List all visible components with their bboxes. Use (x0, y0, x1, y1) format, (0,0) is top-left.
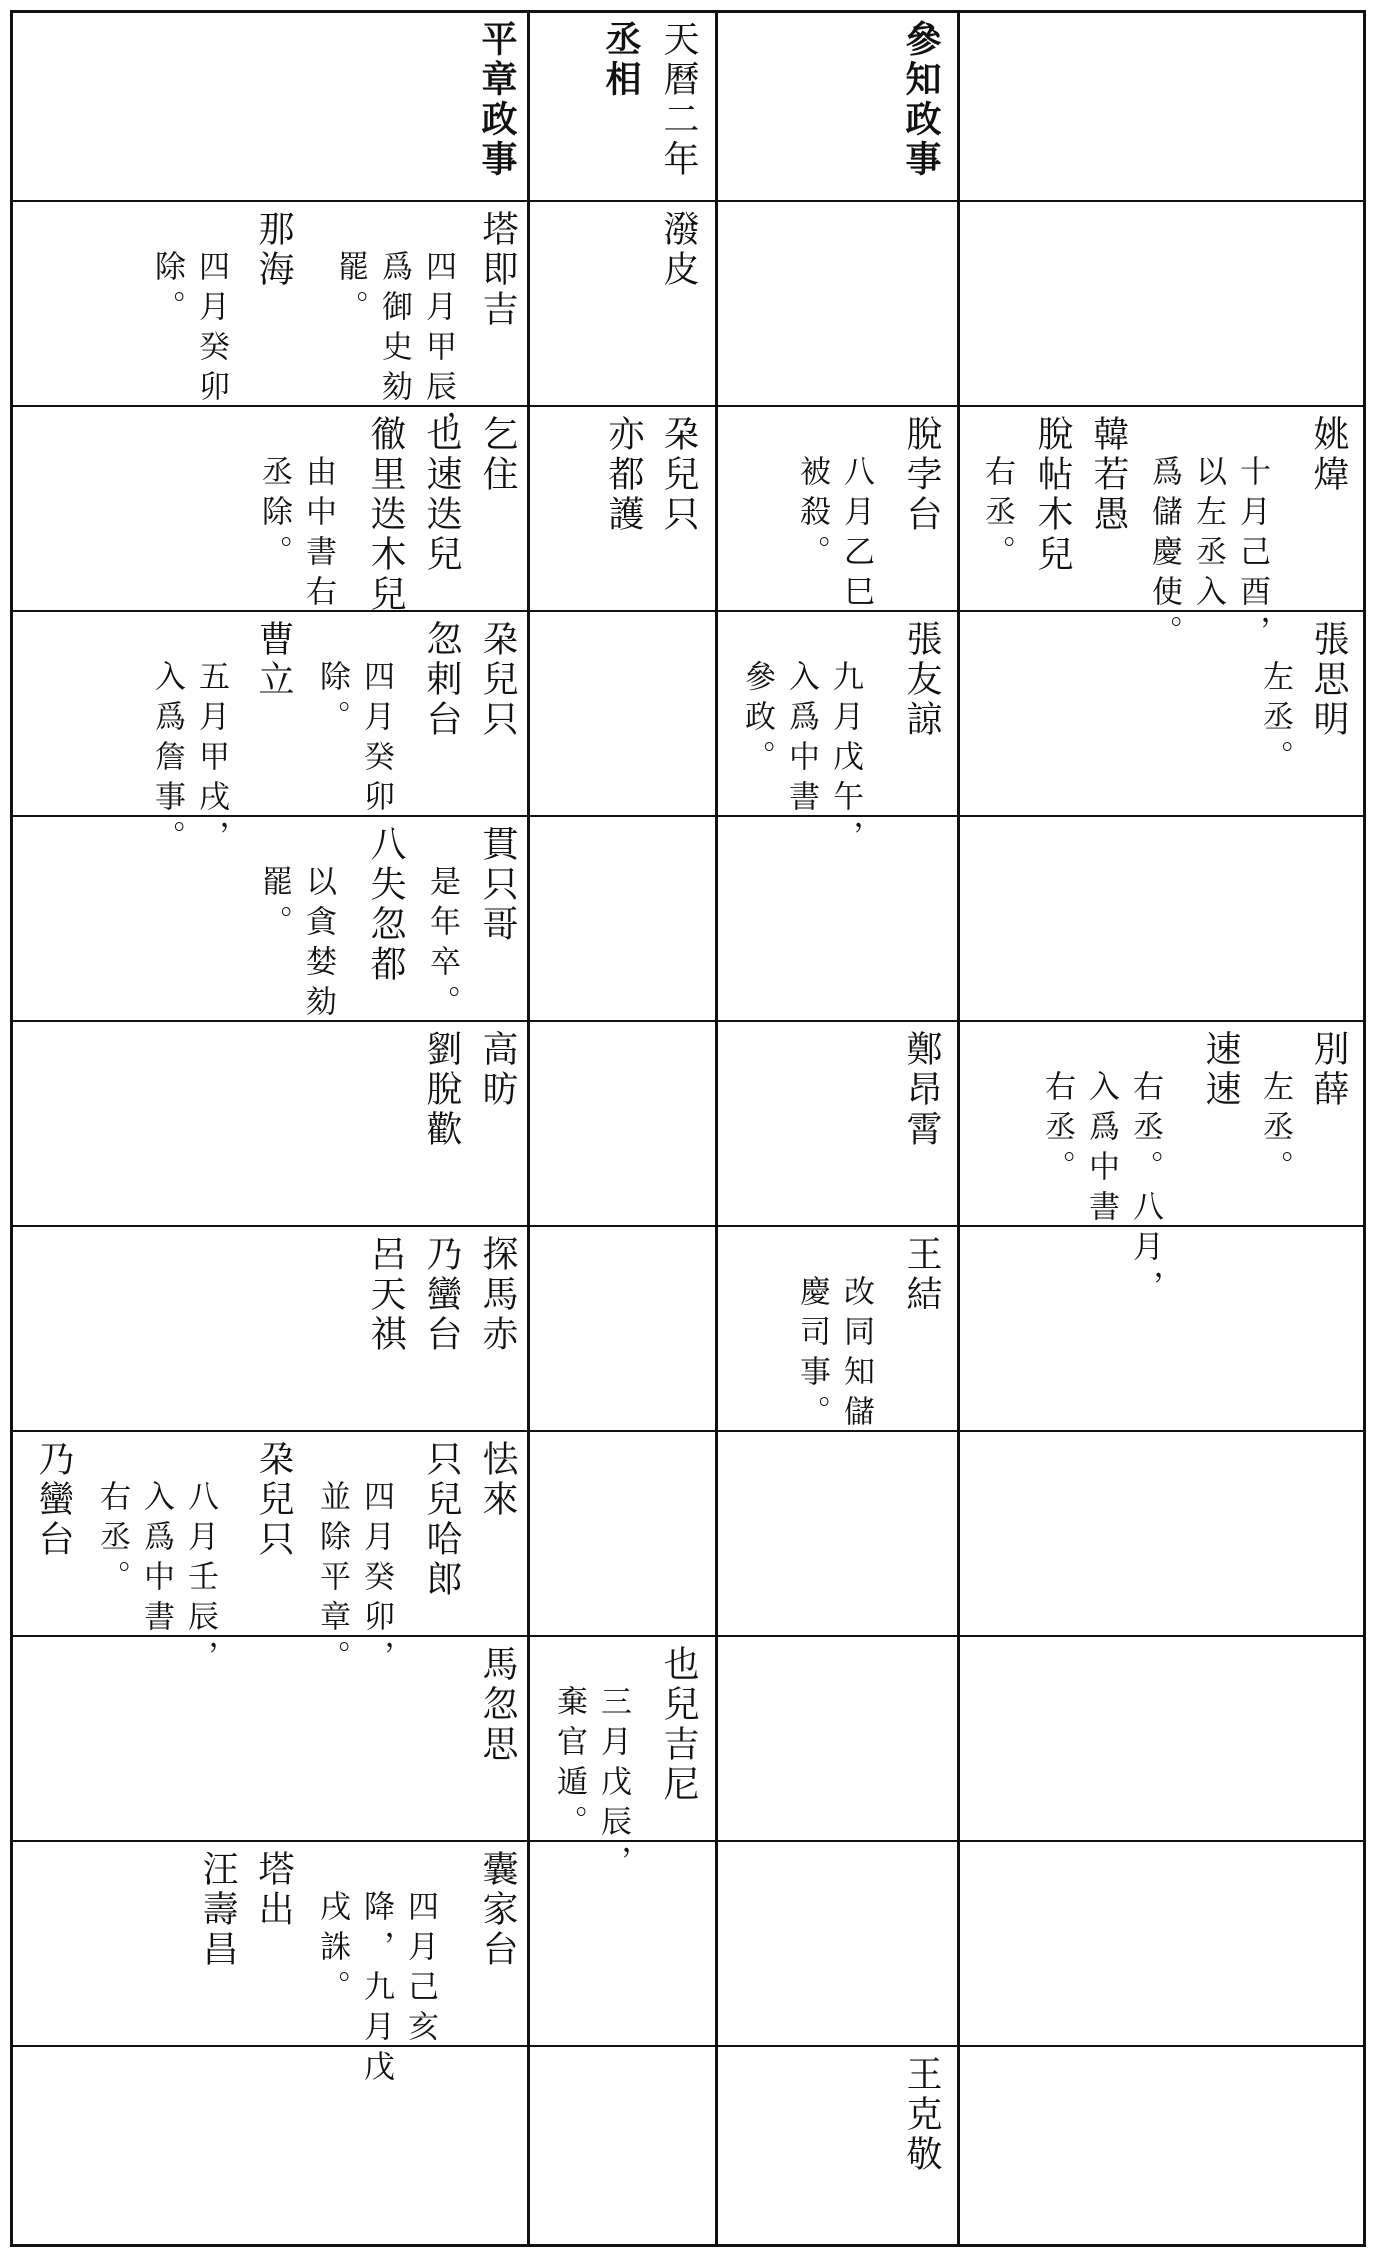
pingzhang-note: 四月癸卯， 並除平章。 (314, 1480, 394, 1680)
pingzhang-name: 乃蠻台 (33, 1440, 74, 1560)
year-note: 三月戊辰， 棄官遁。 (551, 1685, 631, 1885)
pingzhang-note: 四月癸卯 除。 (314, 660, 394, 820)
pingzhang-name: 囊家台 (477, 1850, 518, 1970)
pingzhang-name: 塔即吉 (477, 210, 518, 330)
row-divider (10, 1020, 1366, 1022)
pingzhang-note: 八月壬辰， 入爲中書 右丞。 (94, 1480, 218, 1680)
pingzhang-name: 曹立 (253, 620, 294, 700)
chengxiang-cell: 亦都護 (603, 415, 644, 535)
pingzhang-name: 徹里迭木兒 (365, 415, 406, 615)
pingzhang-note: 四月甲辰， 爲御史劾 罷。 (332, 250, 456, 450)
column-divider (957, 10, 960, 2247)
right-name: 姚煒 (1308, 415, 1349, 495)
canzhi-name: 張友諒 (901, 620, 942, 740)
pingzhang-name: 朶兒只 (253, 1440, 294, 1560)
canzhi-name: 王克敬 (901, 2055, 942, 2175)
pingzhang-name: 劉脫歡 (421, 1030, 462, 1150)
year-cell: 也兒吉尼 (658, 1645, 699, 1805)
pingzhang-name: 貫只哥 (477, 825, 518, 945)
canzhi-note: 八月乙巳 被殺。 (794, 455, 874, 615)
row-divider (10, 1840, 1366, 1842)
right-name: 別薛 (1308, 1030, 1349, 1110)
canzhi-note: 九月戊午， 入爲中書 參政。 (739, 660, 863, 860)
pingzhang-name: 忽剌台 (421, 620, 462, 740)
pingzhang-name: 高昉 (477, 1030, 518, 1110)
header-year: 天曆二年 (658, 20, 699, 180)
row-divider (10, 200, 1366, 202)
year-cell: 朶兒只 (658, 415, 699, 535)
canzhi-name: 鄭昂霄 (901, 1030, 942, 1150)
header-canzhi: 參知政事 (900, 20, 942, 180)
canzhi-name: 脫孛台 (901, 415, 942, 535)
table-left-border (10, 10, 13, 2247)
right-name: 脫帖木兒 (1032, 415, 1073, 575)
row-divider (10, 1430, 1366, 1432)
pingzhang-note: 四月癸卯 除。 (149, 250, 229, 410)
right-note: 左丞。 (1257, 1070, 1293, 1190)
pingzhang-name: 也速迭兒 (421, 415, 462, 575)
header-pingzhang: 平章政事 (476, 20, 518, 180)
canzhi-note: 改同知儲 慶司事。 (794, 1275, 874, 1435)
column-divider (527, 10, 530, 2247)
pingzhang-name: 只兒哈郎 (421, 1440, 462, 1600)
table-right-border (1363, 10, 1366, 2247)
pingzhang-name: 八失忽都 (365, 825, 406, 985)
canzhi-name: 王結 (901, 1235, 942, 1315)
pingzhang-name: 朶兒只 (477, 620, 518, 740)
right-name: 韓若愚 (1088, 415, 1129, 535)
pingzhang-note: 由中書右 丞除。 (256, 455, 336, 615)
pingzhang-name: 怯來 (477, 1440, 518, 1520)
pingzhang-note: 是年卒。 (424, 865, 460, 1025)
right-note: 十月己酉， 以左丞入 爲儲慶使。 (1146, 455, 1270, 655)
pingzhang-name: 探馬赤 (477, 1235, 518, 1355)
pingzhang-name: 汪壽昌 (197, 1850, 238, 1970)
right-name: 速速 (1200, 1030, 1241, 1110)
right-note: 右丞。 (979, 455, 1015, 575)
table-bottom-border (10, 2244, 1366, 2247)
pingzhang-name: 乃蠻台 (421, 1235, 462, 1355)
pingzhang-name: 呂天祺 (365, 1235, 406, 1355)
right-note: 左丞。 (1257, 660, 1293, 780)
right-name: 張思明 (1308, 620, 1349, 740)
pingzhang-name: 乞住 (477, 415, 518, 495)
pingzhang-name: 那海 (253, 210, 294, 290)
header-chengxiang: 丞相 (600, 20, 642, 100)
pingzhang-note: 四月己亥 降，九月戊 戌誅。 (314, 1890, 438, 2090)
pingzhang-note: 五月甲戌， 入爲詹事。 (149, 660, 229, 860)
table-top-border (10, 10, 1366, 13)
row-divider (10, 2045, 1366, 2047)
column-divider (715, 10, 718, 2247)
year-cell: 潑皮 (658, 210, 699, 290)
right-note: 右丞。八月， 入爲中書 右丞。 (1039, 1070, 1163, 1310)
pingzhang-name: 馬忽思 (477, 1645, 518, 1765)
pingzhang-name: 塔出 (253, 1850, 294, 1930)
pingzhang-note: 以貪婪劾 罷。 (256, 865, 336, 1025)
